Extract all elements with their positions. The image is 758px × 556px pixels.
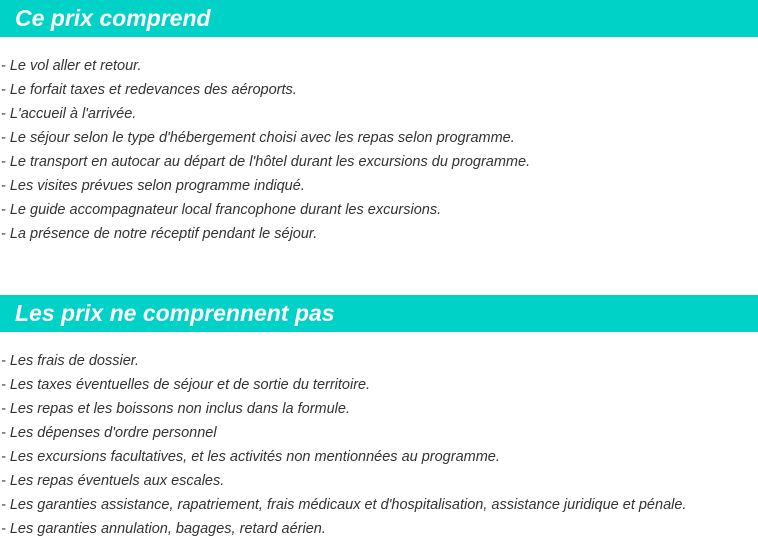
list-item: - Les garanties annulation, bagages, retard aérien. bbox=[1, 521, 326, 537]
list-item: - Les taxes éventuelles de séjour et de sortie du territoire. bbox=[1, 377, 371, 393]
list-item: - Le forfait taxes et redevances des aéroports. bbox=[1, 82, 297, 98]
section-price-includes bbox=[0, 0, 758, 246]
list-item: - Les visites prévues selon programme indiqué. bbox=[1, 178, 305, 194]
list-item: - Les repas éventuels aux escales. bbox=[1, 473, 225, 489]
excluded-items-list bbox=[0, 332, 758, 541]
list-item: - Les dépenses d'ordre personnel bbox=[1, 425, 217, 441]
list-item: - Le guide accompagnateur local francophone durant les excursions. bbox=[1, 202, 442, 218]
list-item: - Les repas et les boissons non inclus dans la formule. bbox=[1, 401, 350, 417]
list-item: - Les frais de dossier. bbox=[1, 353, 140, 369]
list-item: - Le transport en autocar au départ de l'hôtel durant les excursions du programme. bbox=[1, 154, 531, 170]
section-price-excludes bbox=[0, 295, 758, 541]
included-items-list bbox=[0, 37, 758, 246]
list-item: - Le vol aller et retour. bbox=[1, 58, 142, 74]
list-item: - Les garanties assistance, rapatriement, frais médicaux et d'hospitalisation, assistance juridique et pénale. bbox=[1, 497, 687, 513]
list-item: - L'accueil à l'arrivée. bbox=[1, 106, 137, 122]
section-title-price-includes: Ce prix comprend bbox=[0, 0, 758, 37]
list-item: - La présence de notre réceptif pendant le séjour. bbox=[1, 226, 318, 242]
list-item: - Le séjour selon le type d'hébergement choisi avec les repas selon programme. bbox=[1, 130, 515, 146]
section-title-price-excludes: Les prix ne comprennent pas bbox=[0, 295, 758, 332]
list-item: - Les excursions facultatives, et les activités non mentionnées au programme. bbox=[1, 449, 500, 465]
